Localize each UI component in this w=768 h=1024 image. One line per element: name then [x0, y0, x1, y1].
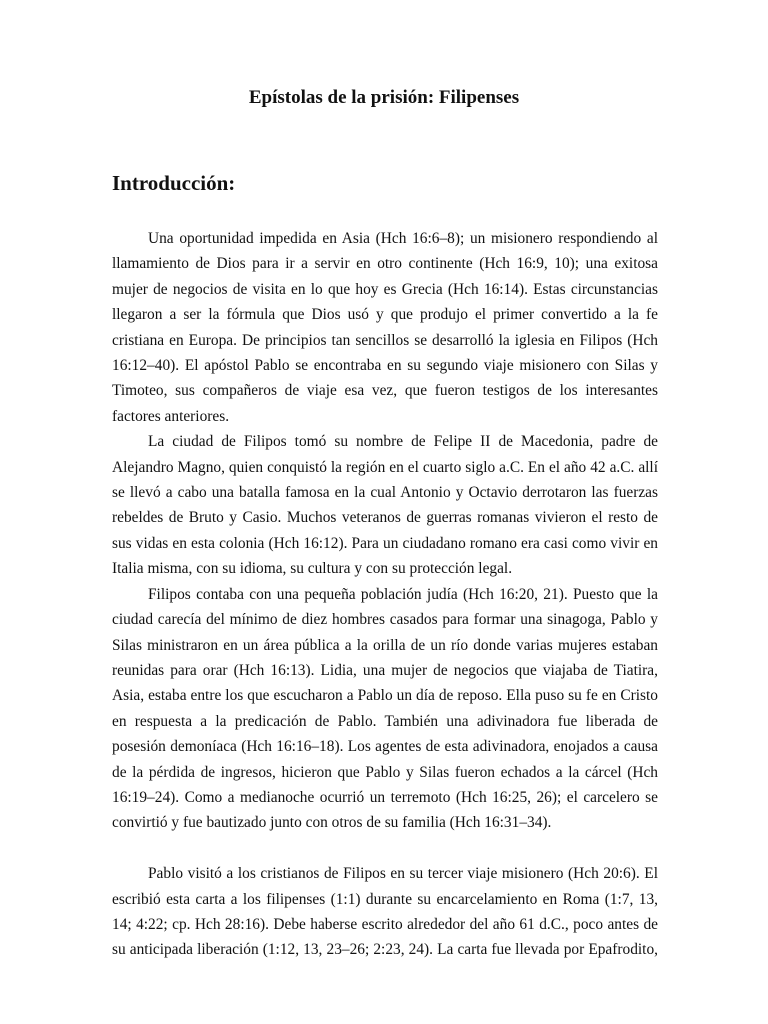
paragraph-4: Pablo visitó a los cristianos de Filipos en su tercer viaje misionero (Hch 20:6). El escribió esta carta a los filipenses (1:1) durante su encarcelamiento en Roma (1:7, 13, 14; 4:22; cp. Hch 28:16). Debe haberse escrito alrededor del año 61 d.C., poco antes de su anticipada liberación (1:12, 13, 23–26; 2:23, 24). La carta fue llevada por Epafrodito,: [112, 865, 658, 959]
document-title: Epístolas de la prisión: Filipenses: [248, 87, 520, 108]
section-heading-introduccion: Introducción:: [112, 171, 236, 195]
paragraph-3: Filipos contaba con una pequeña población judía (Hch 16:20, 21). Puesto que la ciudad carecía del mínimo de diez hombres casados para formar una sinagoga, Pablo y Silas ministraron en un área pública a la orilla de un río donde varias mujeres estaban reunidas para orar (Hch 16:13). Lidia, una mujer de negocios que viajaba de Tiatira, Asia, estaba entre los que escucharon a Pablo un día de reposo. Ella puso su fe en Cristo en respuesta a la predicación de Pablo. También una adivinadora fue liberada de posesión demoníaca (Hch 16:16–18). Los agentes de esta adivinadora, enojados a causa de la pérdida de ingresos, hicieron que Pablo y Silas fueron echados a la cárcel (Hch 16:19–24). Como a medianoche ocurrió un terremoto (Hch 16:25, 26); el carcelero se convirtió y fue bautizado junto con otros de su familia (Hch 16:31–34).: [112, 585, 658, 832]
paragraph-2: La ciudad de Filipos tomó su nombre de Felipe II de Macedonia, padre de Alejandro Magno, quien conquistó la región en el cuarto siglo a.C. En el año 42 a.C. allí se llevó a cabo una batalla famosa en la cual Antonio y Octavio derrotaron las fuerzas rebeldes de Bruto y Casio. Muchos veteranos de guerras romanas vivieron el resto de sus vidas en esta colonia (Hch 16:12). Para un ciudadano romano era casi como vivir en Italia misma, con su idioma, su cultura y con su protección legal.: [112, 433, 658, 578]
paragraph-1: Una oportunidad impedida en Asia (Hch 16:6–8); un misionero respondiendo al llamamiento de Dios para ir a servir en otro continente (Hch 16:9, 10); una exitosa mujer de negocios de visita en lo que hoy es Grecia (Hch 16:14). Estas circunstancias llegaron a ser la fórmula que Dios usó y que produjo el primer convertido a la fe cristiana en Europa. De principios tan sencillos se desarrolló la iglesia en Filipos (Hch 16:12–40). El apóstol Pablo se encontraba en su segundo viaje misionero con Silas y Timoteo, sus compañeros de viaje esa vez, que fueron testigos de los interesantes factores anteriores.: [112, 230, 658, 425]
body-text: [112, 226, 658, 963]
